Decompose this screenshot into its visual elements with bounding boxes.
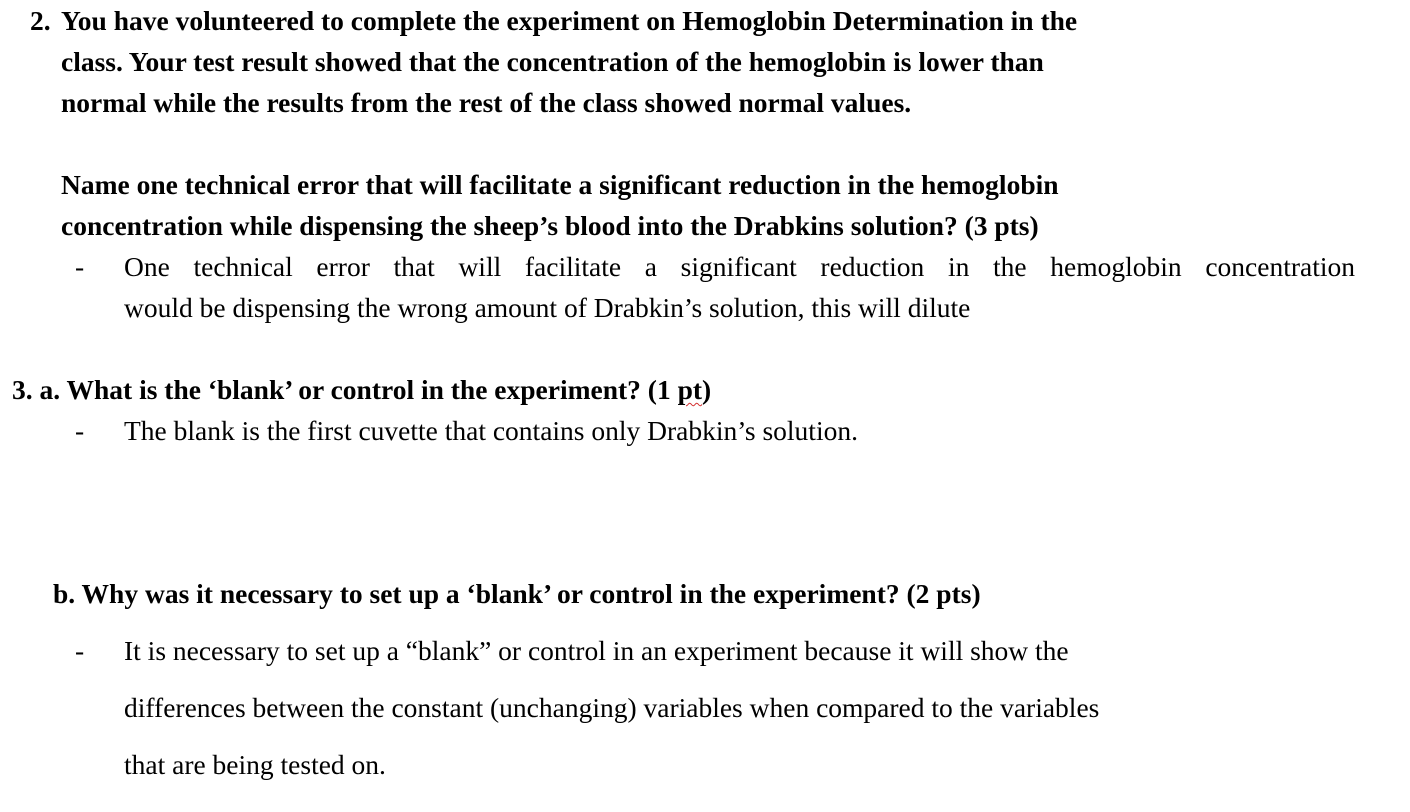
question-3a-suffix: ) (702, 374, 712, 405)
question-3a-answer-bullet: - (75, 415, 85, 446)
spellcheck-flagged-word[interactable]: pt (677, 374, 703, 405)
question-2-prompt-line-3: normal while the results from the rest of the class showed normal values. (61, 87, 912, 118)
question-2-prompt-line-1: You have volunteered to complete the experiment on Hemoglobin Determination in the (61, 5, 1078, 36)
question-2-prompt-line-2: class. Your test result showed that the concentration of the hemoglobin is lower than (61, 46, 1044, 77)
question-3b-answer-bullet: - (75, 635, 85, 666)
question-2-question-line-2: concentration while dispensing the sheep’s blood into the Drabkins solution? (3 pts) (61, 210, 1039, 241)
question-2-number: 2. (30, 5, 51, 36)
question-2-answer-bullet: - (75, 251, 85, 282)
question-2-answer-line-2: would be dispensing the wrong amount of Drabkin’s solution, this will dilute (124, 292, 971, 323)
question-3b-answer-line-3: that are being tested on. (124, 749, 386, 780)
question-3b-answer-line-2: differences between the constant (unchanging) variables when compared to the variables (124, 692, 1100, 723)
question-3a-answer: The blank is the first cuvette that contains only Drabkin’s solution. (124, 415, 858, 446)
question-2-question-line-1: Name one technical error that will facilitate a significant reduction in the hemoglobin (61, 169, 1059, 200)
question-3a-heading (12, 369, 711, 410)
question-2-answer-line-1: One technical error that will facilitate a significant reduction in the hemoglobin concentration (124, 251, 1355, 282)
question-3b-heading: b. Why was it necessary to set up a ‘blank’ or control in the experiment? (2 pts) (53, 578, 981, 609)
question-3a-prefix: 3. a. What is the ‘blank’ or control in the experiment? (1 (12, 374, 678, 405)
question-3b-answer-line-1: It is necessary to set up a “blank” or control in an experiment because it will show the (124, 635, 1069, 666)
